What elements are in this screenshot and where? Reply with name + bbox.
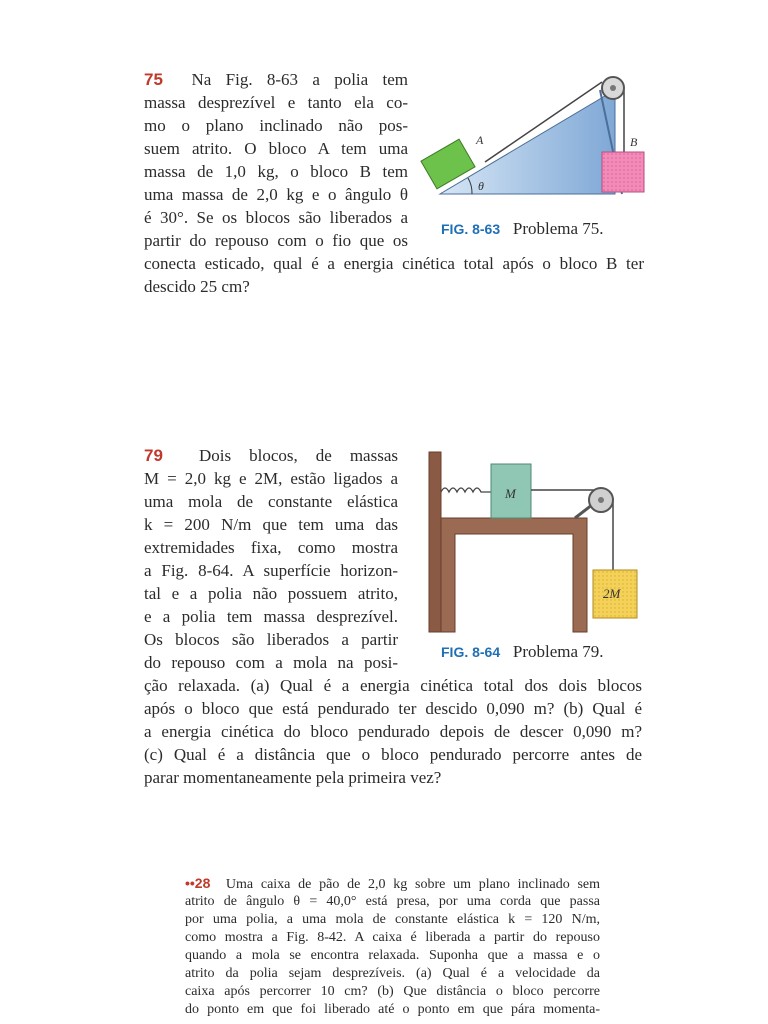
p79-line-4: k = 200 N/m que tem uma das [144, 515, 398, 534]
label-a: A [476, 133, 484, 147]
figure-8-64 [425, 450, 645, 640]
p28-line-1-text: Uma caixa de pão de 2,0 kg sobre um plano inclinado sem [225, 877, 601, 892]
spring [441, 488, 491, 492]
p79-line-5: extremidades fixa, como mostra [144, 538, 398, 557]
label-2m: 2M [603, 586, 621, 601]
p79-line-10: do repouso com a mola na posi- [144, 653, 398, 672]
p75-line-1-text: Na Fig. 8-63 a polia tem [191, 70, 408, 89]
p79-line-11: ção relaxada. (a) Qual é a energia cinética total dos dois blocos [144, 676, 642, 695]
p75-line-4: suem atrito. O bloco A tem uma [144, 139, 408, 158]
figure-8-63 [430, 72, 660, 212]
p28-line-5: quando a mola se encontra relaxada. Suponha que a massa e o [185, 948, 600, 963]
p28-line-2: atrito de ângulo θ = 40,0° está presa, por uma corda que passa [185, 894, 600, 909]
p75-number: 75 [144, 70, 163, 89]
p28-line-1 [185, 875, 600, 893]
fig-8-63-caption [441, 219, 604, 239]
wall [429, 452, 441, 632]
p28-number: ••28 [185, 875, 211, 891]
p28-line-6: atrito da polia sejam desprezíveis. (a) Qual é a velocidade da [185, 966, 600, 981]
p79-line-3: uma mola de constante elástica [144, 492, 398, 511]
label-m: M [505, 486, 516, 501]
p79-line-14: (c) Qual é a distância que o bloco pendurado percorre antes de [144, 745, 642, 764]
p28-line-7: caixa após percorrer 10 cm? (b) Que distância o bloco percorre [185, 984, 600, 999]
p75-line-7: é 30°. Se os blocos são liberados a [144, 208, 408, 227]
fig-8-64-caption [441, 642, 604, 662]
label-b: B [630, 135, 638, 149]
p79-line-6: a Fig. 8-64. A superfície horizon- [144, 561, 398, 580]
p28-line-4: como mostra a Fig. 8-42. A caixa é liberada a partir do repouso [185, 930, 600, 945]
p75-line-9: conecta esticado, qual é a energia cinética total após o bloco B ter [144, 254, 644, 273]
p75-line-5: massa de 1,0 kg, o bloco B tem [144, 162, 408, 181]
incline-plane [440, 90, 615, 194]
p79-line-9: Os blocos são liberados a partir [144, 630, 398, 649]
table [441, 518, 587, 632]
p75-line-6: uma massa de 2,0 kg e o ângulo θ [144, 185, 408, 204]
p75-line-8: partir do repouso com o fio que os [144, 231, 408, 250]
fig-8-64-tag: FIG. 8-64 [441, 644, 501, 660]
p75-line-3: mo o plano inclinado não pos- [144, 116, 408, 135]
fig-8-63-tag: FIG. 8-63 [441, 221, 501, 237]
p75-line-10: descido 25 cm? [144, 277, 250, 296]
fig-8-63-caption-text: Problema 75. [512, 219, 604, 238]
p79-line-2: M = 2,0 kg e 2M, estão ligados a [144, 469, 398, 488]
label-theta: θ [478, 179, 484, 193]
p75-line-1 [144, 70, 408, 90]
p28-line-3: por uma polia, a uma mola de constante elástica k = 120 N/m, [185, 912, 600, 927]
p79-line-15: parar momentaneamente pela primeira vez? [144, 768, 442, 787]
block-b [602, 152, 644, 192]
p79-line-1-text: Dois blocos, de massas [198, 446, 398, 465]
p79-line-13: a energia cinética do bloco pendurado depois de descer 0,090 m? [144, 722, 642, 741]
fig-8-64-caption-text: Problema 79. [512, 642, 604, 661]
p28-line-8: do ponto em que foi liberado até o ponto em que pára momenta- [185, 1002, 600, 1017]
p79-line-8: e a polia tem massa desprezível. [144, 607, 398, 626]
p79-number: 79 [144, 446, 163, 465]
p75-line-2: massa desprezível e tanto ela co- [144, 93, 408, 112]
p79-line-12: após o bloco que está pendurado ter descido 0,090 m? (b) Qual é [144, 699, 642, 718]
p79-line-7: tal e a polia não possuem atrito, [144, 584, 398, 603]
p79-line-1 [144, 446, 398, 466]
